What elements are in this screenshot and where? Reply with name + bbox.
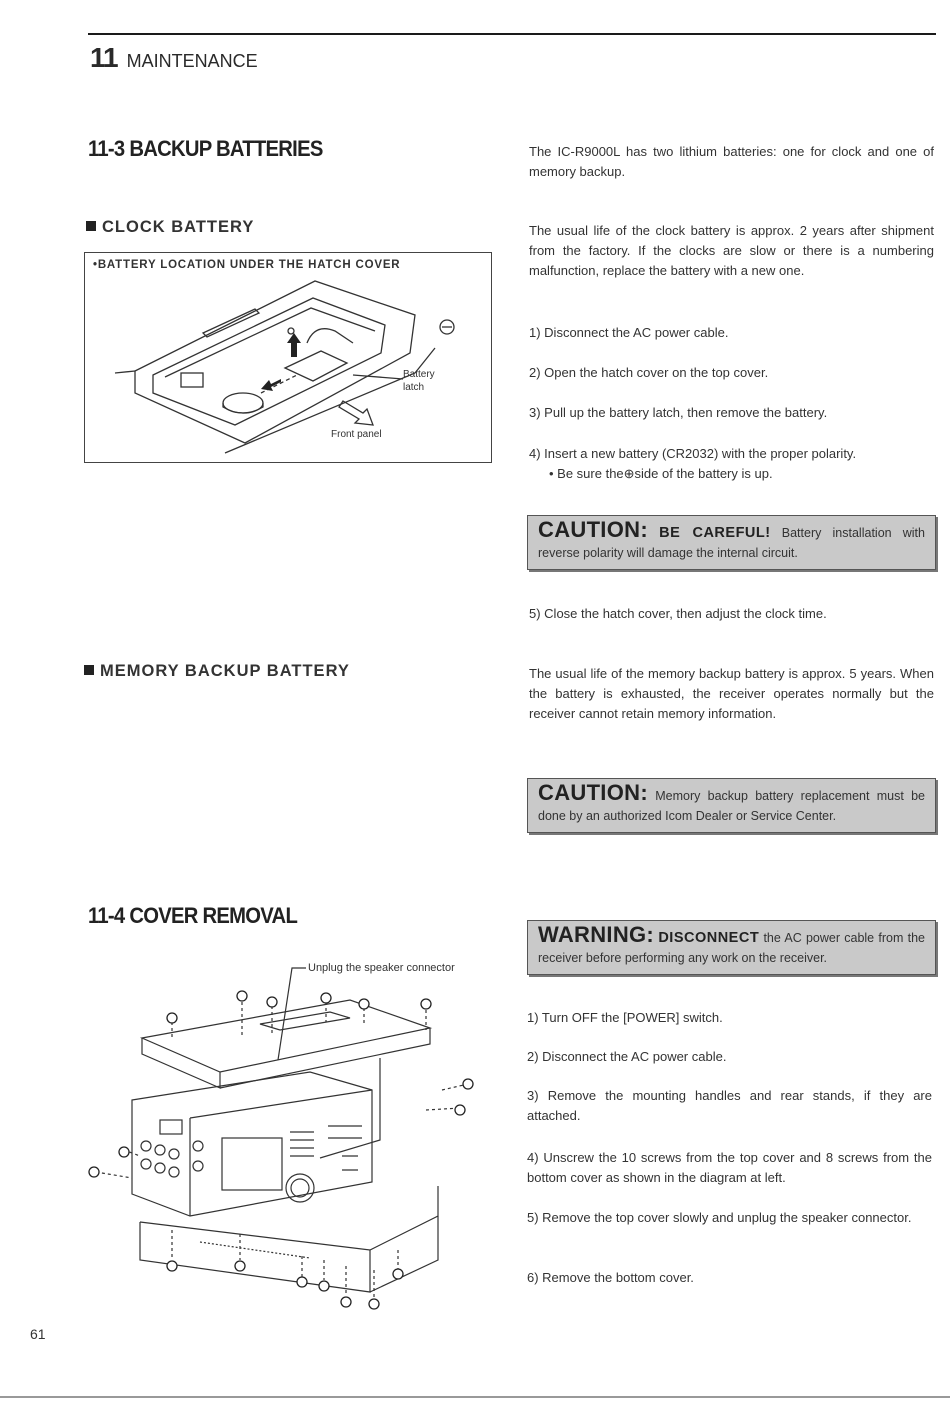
caution-text: Memory backup battery replacement must be done by an authorized Icom Dealer or Service Center. <box>538 789 925 823</box>
backup-intro-text: The IC-R9000L has two lithium batteries: one for clock and one of memory backup. <box>529 144 934 179</box>
clock-step-3: 3) Pull up the battery latch, then remove the battery. <box>529 405 828 420</box>
cover-step-6: 6) Remove the bottom cover. <box>527 1270 694 1285</box>
top-rule <box>88 33 936 35</box>
chapter-header <box>90 42 258 74</box>
battery-location-figure <box>84 252 492 463</box>
caution-word: CAUTION: <box>538 517 648 542</box>
cover-step-1: 1) Turn OFF the [POWER] switch. <box>527 1010 723 1025</box>
memory-battery-text: The usual life of the memory backup battery is approx. 5 years. When the battery is exhausted, the receiver operates normally but the receiver cannot retain memory information. <box>529 666 934 721</box>
battery-hatch-illustration <box>85 253 491 462</box>
clock-step-5: 5) Close the hatch cover, then adjust the clock time. <box>529 606 827 621</box>
clock-step-4-note: • Be sure the⊕side of the battery is up. <box>549 466 773 481</box>
front-panel-label: Front panel <box>331 429 382 440</box>
bottom-edge <box>0 1396 950 1398</box>
subheading-memory-backup-battery <box>84 662 350 681</box>
subheading-clock-battery <box>86 218 254 237</box>
cover-step-3: 3) Remove the mounting handles and rear stands, if they are attached. <box>527 1088 932 1123</box>
memory-caution-box <box>527 778 936 833</box>
cover-step-5: 5) Remove the top cover slowly and unplug the speaker connector. <box>527 1210 912 1225</box>
clock-step-2: 2) Open the hatch cover on the top cover. <box>529 365 769 380</box>
warning-text: the AC power cable from the receiver before performing any work on the receiver. <box>538 931 925 965</box>
clock-caution-box <box>527 515 936 570</box>
clock-step-1: 1) Disconnect the AC power cable. <box>529 325 729 340</box>
caution-lead: BE CAREFUL! <box>659 525 771 541</box>
battery-latch-label <box>403 368 435 394</box>
clock-step-4: 4) Insert a new battery (CR2032) with the proper polarity. <box>529 446 857 461</box>
cover-removal-illustration <box>80 960 500 1320</box>
square-bullet-icon <box>86 221 96 231</box>
cover-warning-box <box>527 920 936 975</box>
chapter-title: MAINTENANCE <box>126 51 258 71</box>
cover-step-4: 4) Unscrew the 10 screws from the top cover and 8 screws from the bottom cover as shown in the diagram at left. <box>527 1150 932 1185</box>
clock-battery-text: The usual life of the clock battery is approx. 2 years after shipment from the factory. If the clocks are slow or there is a numbering malfunction, replace the battery with a new one. <box>529 223 934 278</box>
memory-heading-text: MEMORY BACKUP BATTERY <box>100 662 350 680</box>
caution-word: CAUTION: <box>538 780 648 805</box>
figure-title: •BATTERY LOCATION UNDER THE HATCH COVER <box>93 259 401 271</box>
chapter-number: 11 <box>90 42 118 73</box>
cover-step-2: 2) Disconnect the AC power cable. <box>527 1049 727 1064</box>
speaker-connector-label: Unplug the speaker connector <box>308 962 455 974</box>
page-number: 61 <box>30 1326 46 1342</box>
warning-word: WARNING: <box>538 922 655 947</box>
section-heading-backup-batteries: 11-3 BACKUP BATTERIES <box>88 136 323 161</box>
warning-lead: DISCONNECT <box>658 930 760 946</box>
square-bullet-icon <box>84 665 94 675</box>
clock-heading-text: CLOCK BATTERY <box>102 218 255 236</box>
caution-text: Battery installation with reverse polarity will damage the internal circuit. <box>538 526 925 560</box>
latch-label-line1: Battery <box>403 369 435 380</box>
latch-label-line2: latch <box>403 382 425 393</box>
section-heading-cover-removal: 11-4 COVER REMOVAL <box>88 903 298 928</box>
